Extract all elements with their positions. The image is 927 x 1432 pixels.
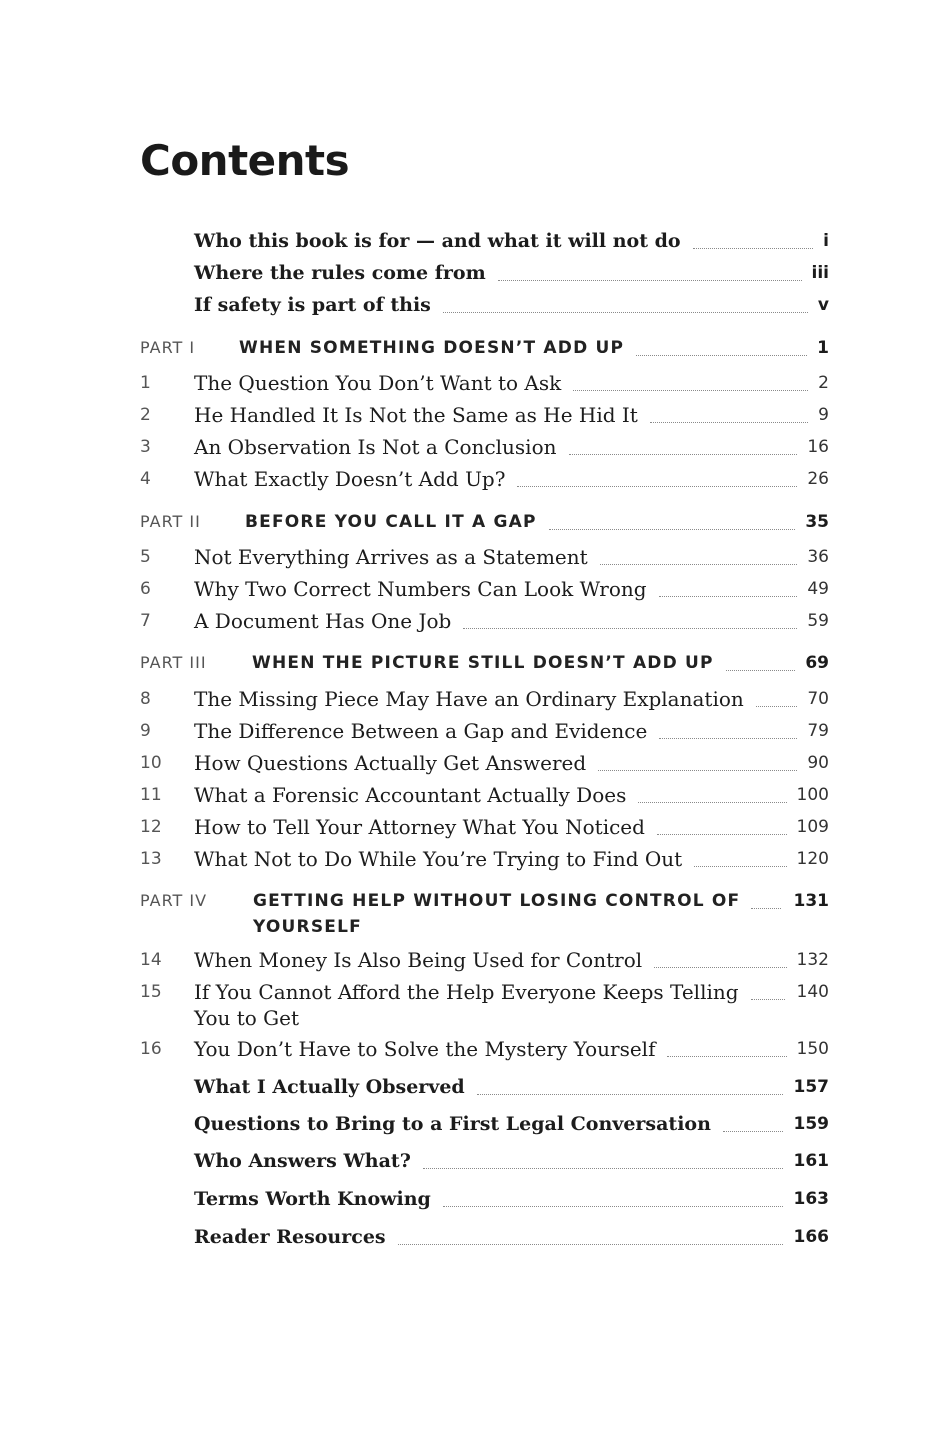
toc-page-number: 26 — [807, 469, 829, 489]
chapter-number: 5 — [140, 547, 151, 567]
toc-front-item — [140, 292, 829, 318]
dot-leader — [751, 999, 785, 1000]
dot-leader — [549, 529, 795, 530]
chapter-number: 2 — [140, 405, 151, 425]
dot-leader — [573, 390, 808, 391]
chapter-number: 6 — [140, 579, 151, 599]
table-of-contents — [140, 0, 829, 1432]
toc-page-number: 100 — [796, 785, 829, 805]
chapter-number: 9 — [140, 721, 151, 741]
chapter-title: How Questions Actually Get Answered — [194, 751, 587, 775]
chapter-number: 10 — [140, 753, 162, 773]
toc-entry-title: Reader Resources — [194, 1226, 386, 1248]
dot-leader — [423, 1168, 783, 1169]
chapter-title: You Don’t Have to Solve the Mystery Yourself — [194, 1037, 656, 1061]
chapter-title: What a Forensic Accountant Actually Does — [194, 783, 627, 807]
chapter-number: 1 — [140, 373, 151, 393]
toc-chapter — [140, 686, 829, 712]
toc-entry-title: Questions to Bring to a First Legal Conversation — [194, 1113, 711, 1135]
dot-leader — [650, 422, 808, 423]
toc-entry-title: Who this book is for — and what it will not do — [194, 230, 681, 252]
chapter-number: 13 — [140, 849, 162, 869]
chapter-number: 4 — [140, 469, 151, 489]
chapter-title: He Handled It Is Not the Same as He Hid It — [194, 403, 638, 427]
toc-chapter — [140, 466, 829, 492]
part-number: PART I — [140, 338, 196, 357]
chapter-title: How to Tell Your Attorney What You Noticed — [194, 815, 645, 839]
toc-entry-title: Terms Worth Knowing — [194, 1188, 431, 1210]
toc-page-number: 35 — [805, 512, 829, 532]
part-title: BEFORE YOU CALL IT A GAP — [245, 512, 537, 532]
chapter-number: 8 — [140, 689, 151, 709]
toc-part-heading — [140, 888, 829, 940]
toc-front-item — [140, 228, 829, 254]
toc-part-heading — [140, 650, 829, 676]
toc-page-number: 59 — [807, 611, 829, 631]
dot-leader — [659, 596, 797, 597]
toc-chapter — [140, 782, 829, 808]
toc-page-number: 166 — [793, 1227, 829, 1247]
toc-page-number: 150 — [796, 1039, 829, 1059]
toc-page-number: 9 — [818, 405, 829, 425]
chapter-title: The Question You Don’t Want to Ask — [194, 371, 562, 395]
toc-page-number: 120 — [796, 849, 829, 869]
dot-leader — [657, 834, 787, 835]
part-title: WHEN SOMETHING DOESN’T ADD UP — [239, 338, 625, 358]
chapter-title: A Document Has One Job — [194, 609, 452, 633]
toc-part-heading — [140, 335, 829, 361]
toc-chapter — [140, 402, 829, 428]
chapter-title: An Observation Is Not a Conclusion — [194, 435, 557, 459]
toc-chapter — [140, 947, 829, 973]
toc-chapter — [140, 846, 829, 872]
toc-page-number: 2 — [818, 373, 829, 393]
toc-page-number: 69 — [805, 653, 829, 673]
dot-leader — [667, 1056, 787, 1057]
toc-back-item — [140, 1111, 829, 1137]
toc-back-item — [140, 1148, 829, 1174]
toc-page-number: 79 — [807, 721, 829, 741]
chapter-title: Not Everything Arrives as a Statement — [194, 545, 588, 569]
dot-leader — [726, 670, 795, 671]
dot-leader — [443, 312, 808, 313]
toc-page-number: 163 — [793, 1189, 829, 1209]
chapter-number: 15 — [140, 982, 162, 1002]
toc-back-item — [140, 1074, 829, 1100]
toc-page-number: v — [817, 295, 829, 315]
chapter-number: 11 — [140, 785, 162, 805]
toc-page-number: 90 — [807, 753, 829, 773]
part-number: PART III — [140, 653, 207, 672]
part-number: PART II — [140, 512, 201, 531]
chapter-number: 16 — [140, 1039, 162, 1059]
toc-page-number: 109 — [796, 817, 829, 837]
chapter-title: What Not to Do While You’re Trying to Find Out — [194, 847, 683, 871]
dot-leader — [654, 967, 787, 968]
toc-chapter — [140, 1036, 829, 1062]
chapter-title: When Money Is Also Being Used for Control — [194, 948, 643, 972]
chapter-number: 14 — [140, 950, 162, 970]
toc-chapter — [140, 544, 829, 570]
dot-leader — [443, 1206, 783, 1207]
toc-front-item — [140, 260, 829, 286]
dot-leader — [598, 770, 797, 771]
chapter-title: What Exactly Doesn’t Add Up? — [194, 467, 506, 491]
toc-page-number: 161 — [793, 1151, 829, 1171]
toc-entry-title: Where the rules come from — [194, 262, 486, 284]
dot-leader — [569, 454, 797, 455]
part-title: WHEN THE PICTURE STILL DOESN’T ADD UP — [252, 653, 714, 673]
toc-page-number: 132 — [796, 950, 829, 970]
toc-chapter — [140, 576, 829, 602]
toc-chapter — [140, 814, 829, 840]
chapter-number: 7 — [140, 611, 151, 631]
dot-leader — [756, 706, 797, 707]
toc-page-number: 49 — [807, 579, 829, 599]
toc-page-number: i — [823, 231, 829, 251]
chapter-title: If You Cannot Afford the Help Everyone Keeps Telling You to Get — [194, 980, 739, 1030]
toc-page-number: 131 — [793, 891, 829, 911]
toc-page-number: 159 — [793, 1114, 829, 1134]
toc-chapter — [140, 370, 829, 396]
toc-chapter — [140, 750, 829, 776]
dot-leader — [398, 1244, 783, 1245]
dot-leader — [636, 355, 807, 356]
dot-leader — [517, 486, 797, 487]
part-number: PART IV — [140, 891, 208, 910]
toc-page-number: iii — [811, 263, 829, 283]
dot-leader — [463, 628, 797, 629]
toc-chapter — [140, 979, 829, 1031]
part-title: GETTING HELP WITHOUT LOSING CONTROL OF YOURSELF — [253, 891, 741, 937]
toc-back-item — [140, 1186, 829, 1212]
dot-leader — [694, 866, 787, 867]
dot-leader — [600, 564, 797, 565]
toc-entry-title: What I Actually Observed — [194, 1076, 465, 1098]
dot-leader — [693, 248, 813, 249]
dot-leader — [498, 280, 802, 281]
toc-back-item — [140, 1224, 829, 1250]
toc-chapter — [140, 608, 829, 634]
toc-chapter — [140, 718, 829, 744]
chapter-title: Why Two Correct Numbers Can Look Wrong — [194, 577, 647, 601]
toc-part-heading — [140, 509, 829, 535]
chapter-number: 3 — [140, 437, 151, 457]
dot-leader — [723, 1131, 783, 1132]
toc-chapter — [140, 434, 829, 460]
toc-entry-title: If safety is part of this — [194, 294, 431, 316]
toc-page-number: 70 — [807, 689, 829, 709]
dot-leader — [659, 738, 797, 739]
dot-leader — [751, 908, 781, 909]
chapter-title: The Missing Piece May Have an Ordinary Explanation — [194, 687, 744, 711]
chapter-number: 12 — [140, 817, 162, 837]
dot-leader — [638, 802, 787, 803]
toc-page-number: 1 — [817, 338, 829, 358]
page-title: Contents — [140, 136, 350, 185]
toc-entry-title: Who Answers What? — [194, 1150, 411, 1172]
toc-page-number: 140 — [796, 982, 829, 1002]
dot-leader — [477, 1094, 783, 1095]
toc-page-number: 36 — [807, 547, 829, 567]
chapter-title: The Difference Between a Gap and Evidence — [194, 719, 648, 743]
toc-page-number: 16 — [807, 437, 829, 457]
toc-page-number: 157 — [793, 1077, 829, 1097]
